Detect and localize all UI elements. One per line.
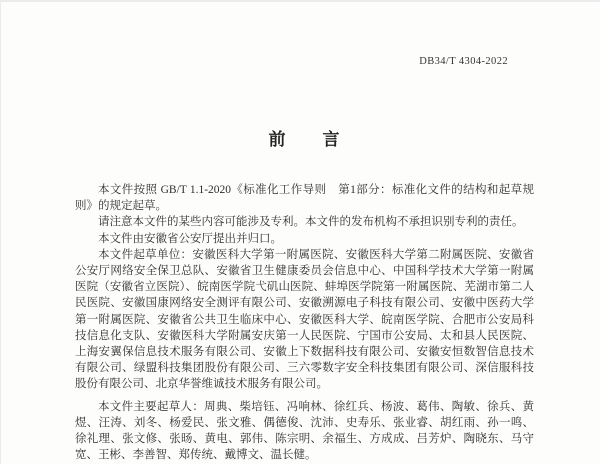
- document-body: [75, 182, 534, 463]
- paragraph-main-drafters: 本文件主要起草人：周典、柴培钰、冯响林、徐红兵、杨波、葛伟、陶敏、徐兵、黄煜、汪涛、刘冬、杨爱民、张文雅、偶德俊、沈沛、史寿乐、张业睿、胡红雨、孙一鸣、徐礼理、张文修、张旸、黄电、郭伟、陈宗明、余福生、方成成、吕芳炉、陶晓东、马守宽、王彬、李善智、郑传统、戴博文、温长健。: [75, 400, 534, 462]
- paragraph-drafting-organizations: 本文件起草单位：安徽医科大学第一附属医院、安徽医科大学第二附属医院、安徽省公安厅网络安全保卫总队、安徽省卫生健康委员会信息中心、中国科学技术大学第一附属医院（安徽省立医院）、皖南医学院弋矶山医院、蚌埠医学院第一附属医院、芜湖市第二人民医院、安徽国康网络安全测评有限公司、安徽溯源电子科技有限公司、安徽中医药大学第一附属医院、安徽省公共卫生临床中心、安徽医科大学、皖南医学院、合肥市公安局科技信息化支队、安徽医科大学附属安庆第一人民医院、宁国市公安局、太和县人民医院、上海安翼保信息技术服务有限公司、安徽上下数据科技有限公司、安徽安恒数智信息技术有限公司、绿盟科技集团股份有限公司、三六零数字安全科技集团有限公司、深信服科技股份有限公司、北京华誉维诚技术服务有限公司。: [75, 248, 534, 391]
- standard-number: DB34/T 4304-2022: [419, 56, 508, 67]
- paragraph-drafting-rule: 本文件按照 GB/T 1.1-2020《标准化工作导则 第1部分：标准化文件的结构和起草规则》的规定起草。: [75, 184, 534, 213]
- page-title: 前 言: [268, 130, 341, 149]
- paragraph-patent-notice: 请注意本文件的某些内容可能涉及专利。本文件的发布机构不承担识别专利的责任。: [98, 216, 524, 229]
- paragraph-issuing-body: 本文件由安徽省公安厅提出并归口。: [98, 232, 282, 245]
